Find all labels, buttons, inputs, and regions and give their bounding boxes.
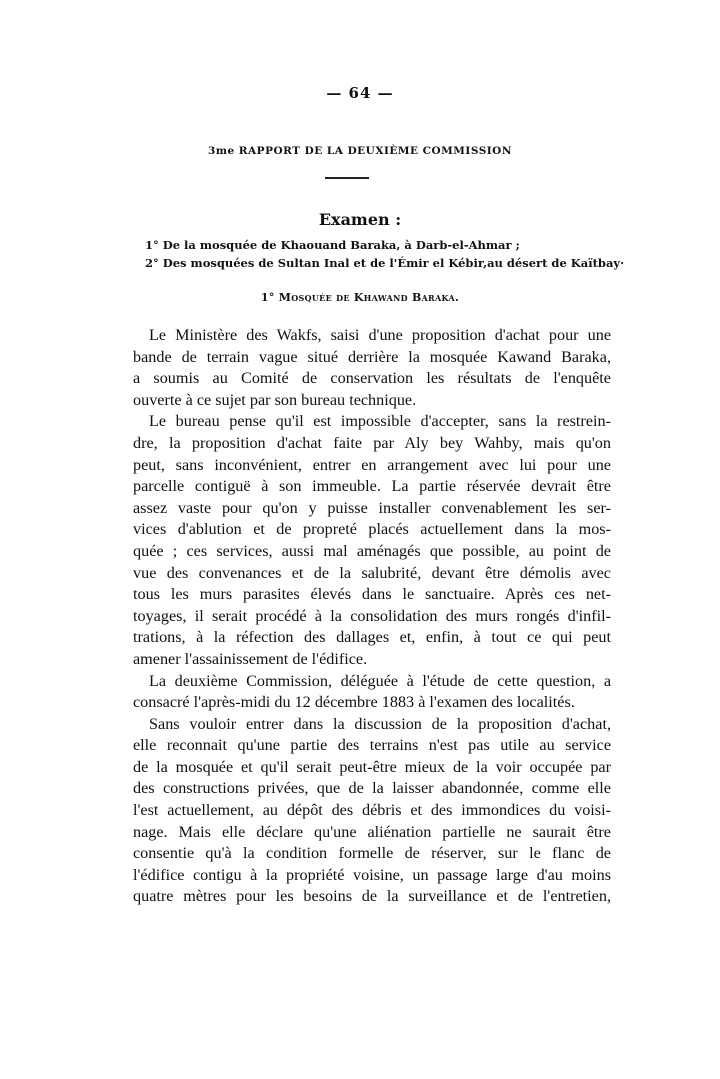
text-line: consentie qu'à la condition formelle de réserver, sur le flanc de bbox=[133, 844, 611, 863]
text-line: a soumis au Comité de conservation les résultats de l'enquête bbox=[133, 369, 611, 388]
text-line: toyages, il serait procédé à la consolidation des murs rongés d'infil- bbox=[133, 606, 611, 625]
text-line: vices d'ablution et de propreté placés actuellement dans la mos- bbox=[133, 520, 611, 539]
text-line: quée ; ces services, aussi mal aménagés que possible, au point de bbox=[133, 541, 611, 560]
text-line: quatre mètres pour les besoins de la surveillance et de l'entretien, bbox=[133, 887, 611, 906]
text-line: elle reconnait qu'une partie des terrains n'est pas utile au service bbox=[133, 736, 611, 755]
examen-item: 1° De la mosquée de Khaouand Baraka, à Darb-el-Ahmar ; bbox=[145, 238, 520, 252]
text-line: La deuxième Commission, déléguée à l'étude de cette question, a bbox=[149, 671, 611, 690]
text-line: Sans vouloir entrer dans la discussion de la proposition d'achat, bbox=[149, 714, 611, 733]
body-text bbox=[133, 325, 611, 908]
text-line: nage. Mais elle déclare qu'une aliénation partielle ne saurait être bbox=[133, 822, 611, 841]
report-title: 3me RAPPORT DE LA DEUXIÈME COMMISSION bbox=[208, 145, 512, 157]
text-line: Le Ministère des Wakfs, saisi d'une proposition d'achat pour une bbox=[149, 326, 611, 344]
title-rule bbox=[325, 177, 369, 179]
text-line: peut, sans inconvénient, entrer en arrangement avec lui pour une bbox=[133, 455, 611, 474]
text-line: l'est actuellement, au dépôt des débris et des immondices du voisi- bbox=[133, 801, 611, 820]
text-line: Le bureau pense qu'il est impossible d'accepter, sans la restrein- bbox=[149, 412, 611, 431]
text-line: de la mosquée et qu'il serait peut-être mieux de la voir occupée par bbox=[133, 757, 611, 776]
section-heading: 1° Mosquée de Khawand Baraka. bbox=[260, 291, 460, 304]
text-line: assez vaste pour qu'on y puisse installer convenablement les ser- bbox=[133, 498, 611, 517]
text-line: consacré l'après-midi du 12 décembre 1883 à l'examen des localités. bbox=[133, 693, 575, 712]
text-line: parcelle contiguë à son immeuble. La partie réservée devrait être bbox=[133, 477, 611, 496]
examen-item: 2° Des mosquées de Sultan Inal et de l'Émir el Kébir,au désert de Kaïtbay· bbox=[145, 256, 625, 270]
text-line: vue des convenances et de la salubrité, devant être démolis avec bbox=[133, 563, 611, 582]
text-line: ouverte à ce sujet par son bureau technique. bbox=[133, 390, 417, 409]
text-line: dre, la proposition d'achat faite par Aly bey Wahby, mais qu'on bbox=[133, 433, 611, 452]
text-line: trations, à la réfection des dallages et, enfin, à tout ce qui peut bbox=[133, 628, 611, 647]
examen-heading: Examen : bbox=[318, 210, 402, 229]
text-line: l'édifice contigu à la propriété voisine, un passage large d'au moins bbox=[133, 865, 611, 884]
text-line: tous les murs parasites élevés dans le sanctuaire. Après ces net- bbox=[133, 585, 611, 604]
text-line: bande de terrain vague situé derrière la mosquée Kawand Baraka, bbox=[133, 347, 611, 366]
text-line: des constructions privées, que de la laisser abandonnée, comme elle bbox=[133, 779, 611, 798]
text-line: amener l'assainissement de l'édifice. bbox=[133, 649, 368, 668]
examen-items bbox=[145, 236, 625, 272]
page-number: — 64 — bbox=[326, 84, 394, 102]
